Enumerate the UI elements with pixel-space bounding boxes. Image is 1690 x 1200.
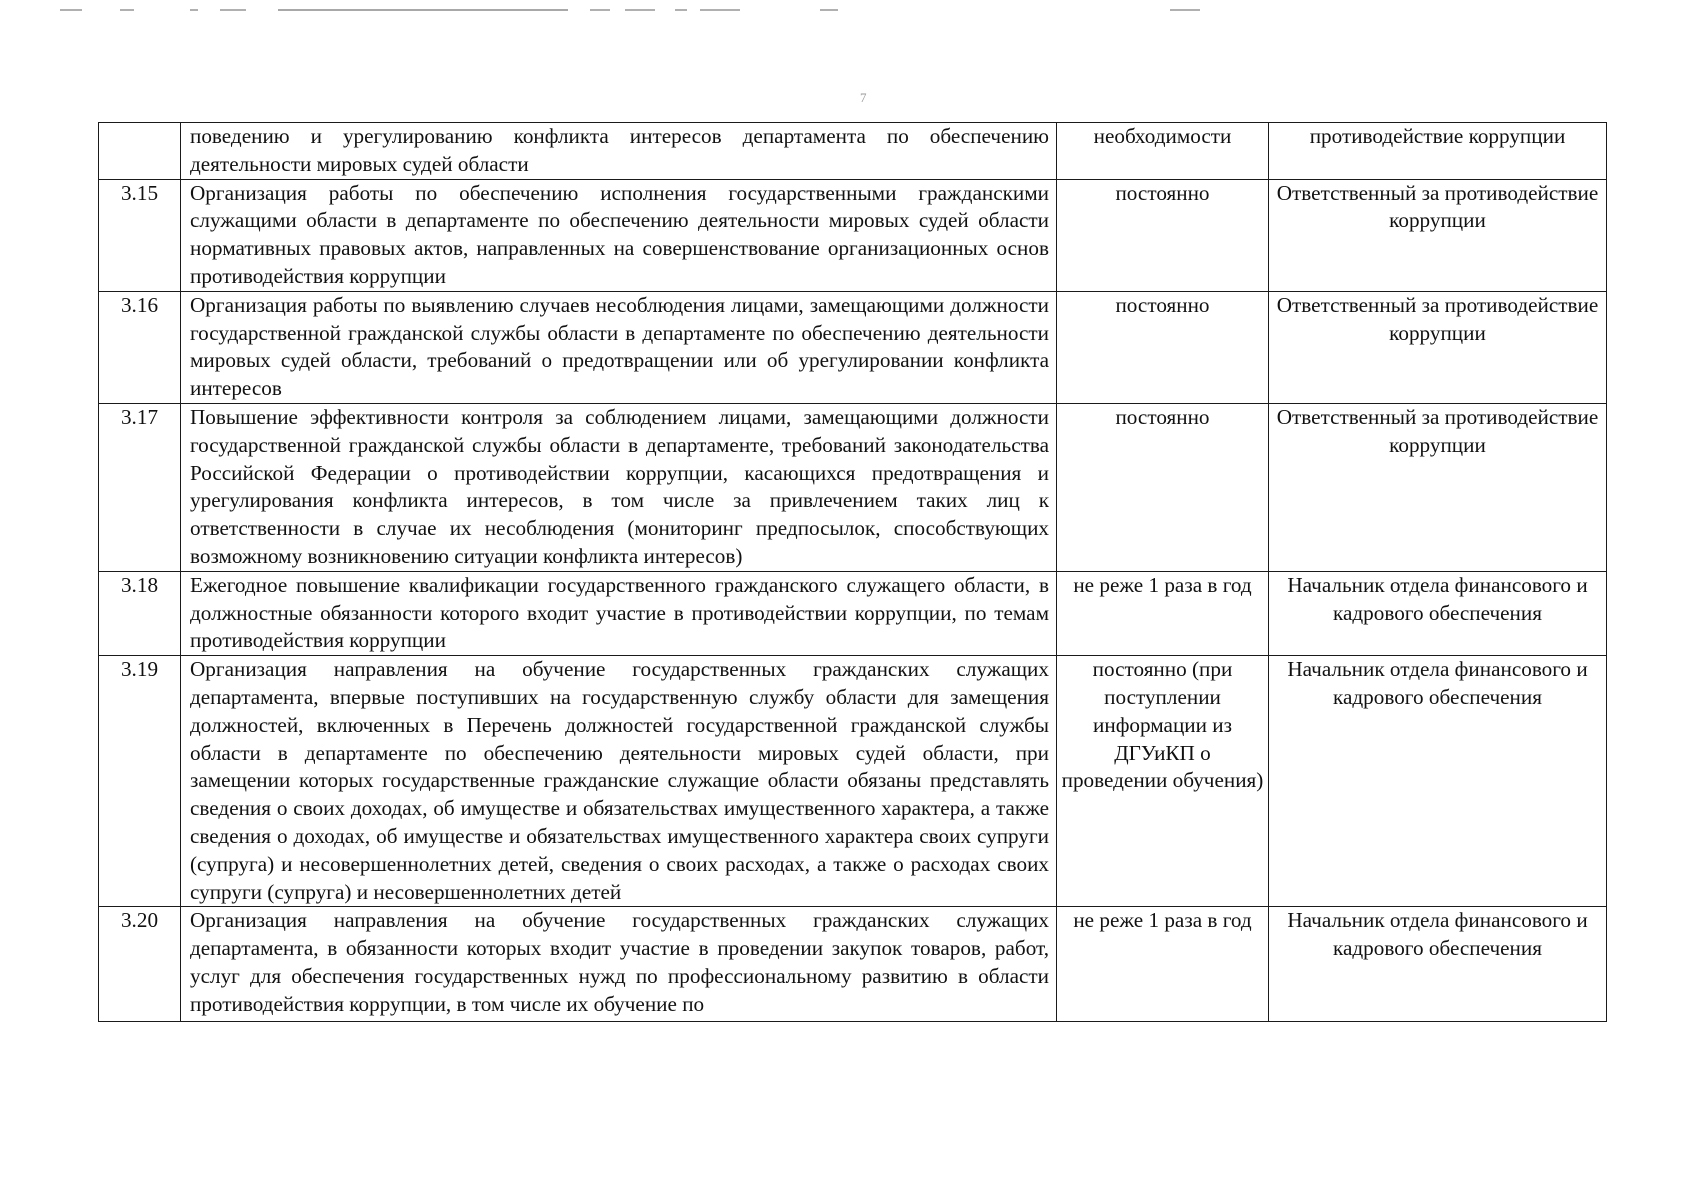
responsible-text: Начальник отдела финансового и кадрового обеспечения [1269, 907, 1607, 1021]
table-row [99, 403, 1607, 571]
page-number: 7 [860, 90, 867, 105]
measure-text: Организация работы по обеспечению исполнения государственными гражданскими служащими области в департаменте по обеспечению деятельности мировых судей области нормативных правовых актов, направленных на совершенствование организационных основ противодействия коррупции [181, 179, 1057, 291]
measure-text: Организация направления на обучение государственных гражданских служащих департамента, в обязанности которых входит участие в проведении закупок товаров, работ, услуг для обеспечения государственных нужд по профессиональному развитию в области противодействия коррупции, в том числе их обучение по [181, 907, 1057, 1021]
scan-edge-marks [60, 8, 1310, 12]
term-text: постоянно [1057, 179, 1269, 291]
term-text: постоянно (при поступлении информации из ДГУиКП о проведении обучения) [1057, 656, 1269, 907]
item-number: 3.16 [99, 291, 181, 403]
item-number: 3.18 [99, 571, 181, 655]
term-text: постоянно [1057, 403, 1269, 571]
responsible-text: противодействие коррупции [1269, 123, 1607, 180]
item-number: 3.20 [99, 907, 181, 1021]
table-row [99, 179, 1607, 291]
term-text: необходимости [1057, 123, 1269, 180]
table-row [99, 123, 1607, 180]
responsible-text: Начальник отдела финансового и кадрового обеспечения [1269, 656, 1607, 907]
responsible-text: Начальник отдела финансового и кадрового обеспечения [1269, 571, 1607, 655]
item-number: 3.15 [99, 179, 181, 291]
measure-text: Ежегодное повышение квалификации государственного гражданского служащего области, в должностные обязанности которого входит участие в противодействии коррупции, по темам противодействия коррупции [181, 571, 1057, 655]
measure-text: Организация работы по выявлению случаев несоблюдения лицами, замещающими должности государственной гражданской службы области в департаменте по обеспечению деятельности мировых судей области, требований о предотвращении или об урегулировании конфликта интересов [181, 291, 1057, 403]
term-text: не реже 1 раза в год [1057, 571, 1269, 655]
item-number: 3.19 [99, 656, 181, 907]
measures-table [98, 122, 1607, 1022]
table-row [99, 656, 1607, 907]
item-number [99, 123, 181, 180]
measure-text: Повышение эффективности контроля за соблюдением лицами, замещающими должности государственной гражданской службы области в департаменте, требований законодательства Российской Федерации о противодействии коррупции, касающихся предотвращения и урегулирования конфликта интересов, в том числе за привлечением таких лиц к ответственности в случае их несоблюдения (мониторинг предпосылок, способствующих возможному возникновению ситуации конфликта интересов) [181, 403, 1057, 571]
term-text: постоянно [1057, 291, 1269, 403]
item-number: 3.17 [99, 403, 181, 571]
table-row [99, 291, 1607, 403]
measure-text: поведению и урегулированию конфликта интересов департамента по обеспечению деятельности мировых судей области [181, 123, 1057, 180]
responsible-text: Ответственный за противодействие коррупции [1269, 291, 1607, 403]
table-row [99, 907, 1607, 1021]
responsible-text: Ответственный за противодействие коррупции [1269, 403, 1607, 571]
table-row [99, 571, 1607, 655]
measure-text: Организация направления на обучение государственных гражданских служащих департамента, впервые поступивших на государственную службу области для замещения должностей, включенных в Перечень должностей государственной гражданской службы области в департаменте по обеспечению деятельности мировых судей области, при замещении которых государственные гражданские служащие области обязаны представлять сведения о своих доходах, об имуществе и обязательствах имущественного характера, а также сведения о доходах, об имуществе и обязательствах имущественного характера своих супруги (супруга) и несовершеннолетних детей, сведения о своих расходах, а также о расходах своих супруги (супруга) и несовершеннолетних детей [181, 656, 1057, 907]
responsible-text: Ответственный за противодействие коррупции [1269, 179, 1607, 291]
term-text: не реже 1 раза в год [1057, 907, 1269, 1021]
